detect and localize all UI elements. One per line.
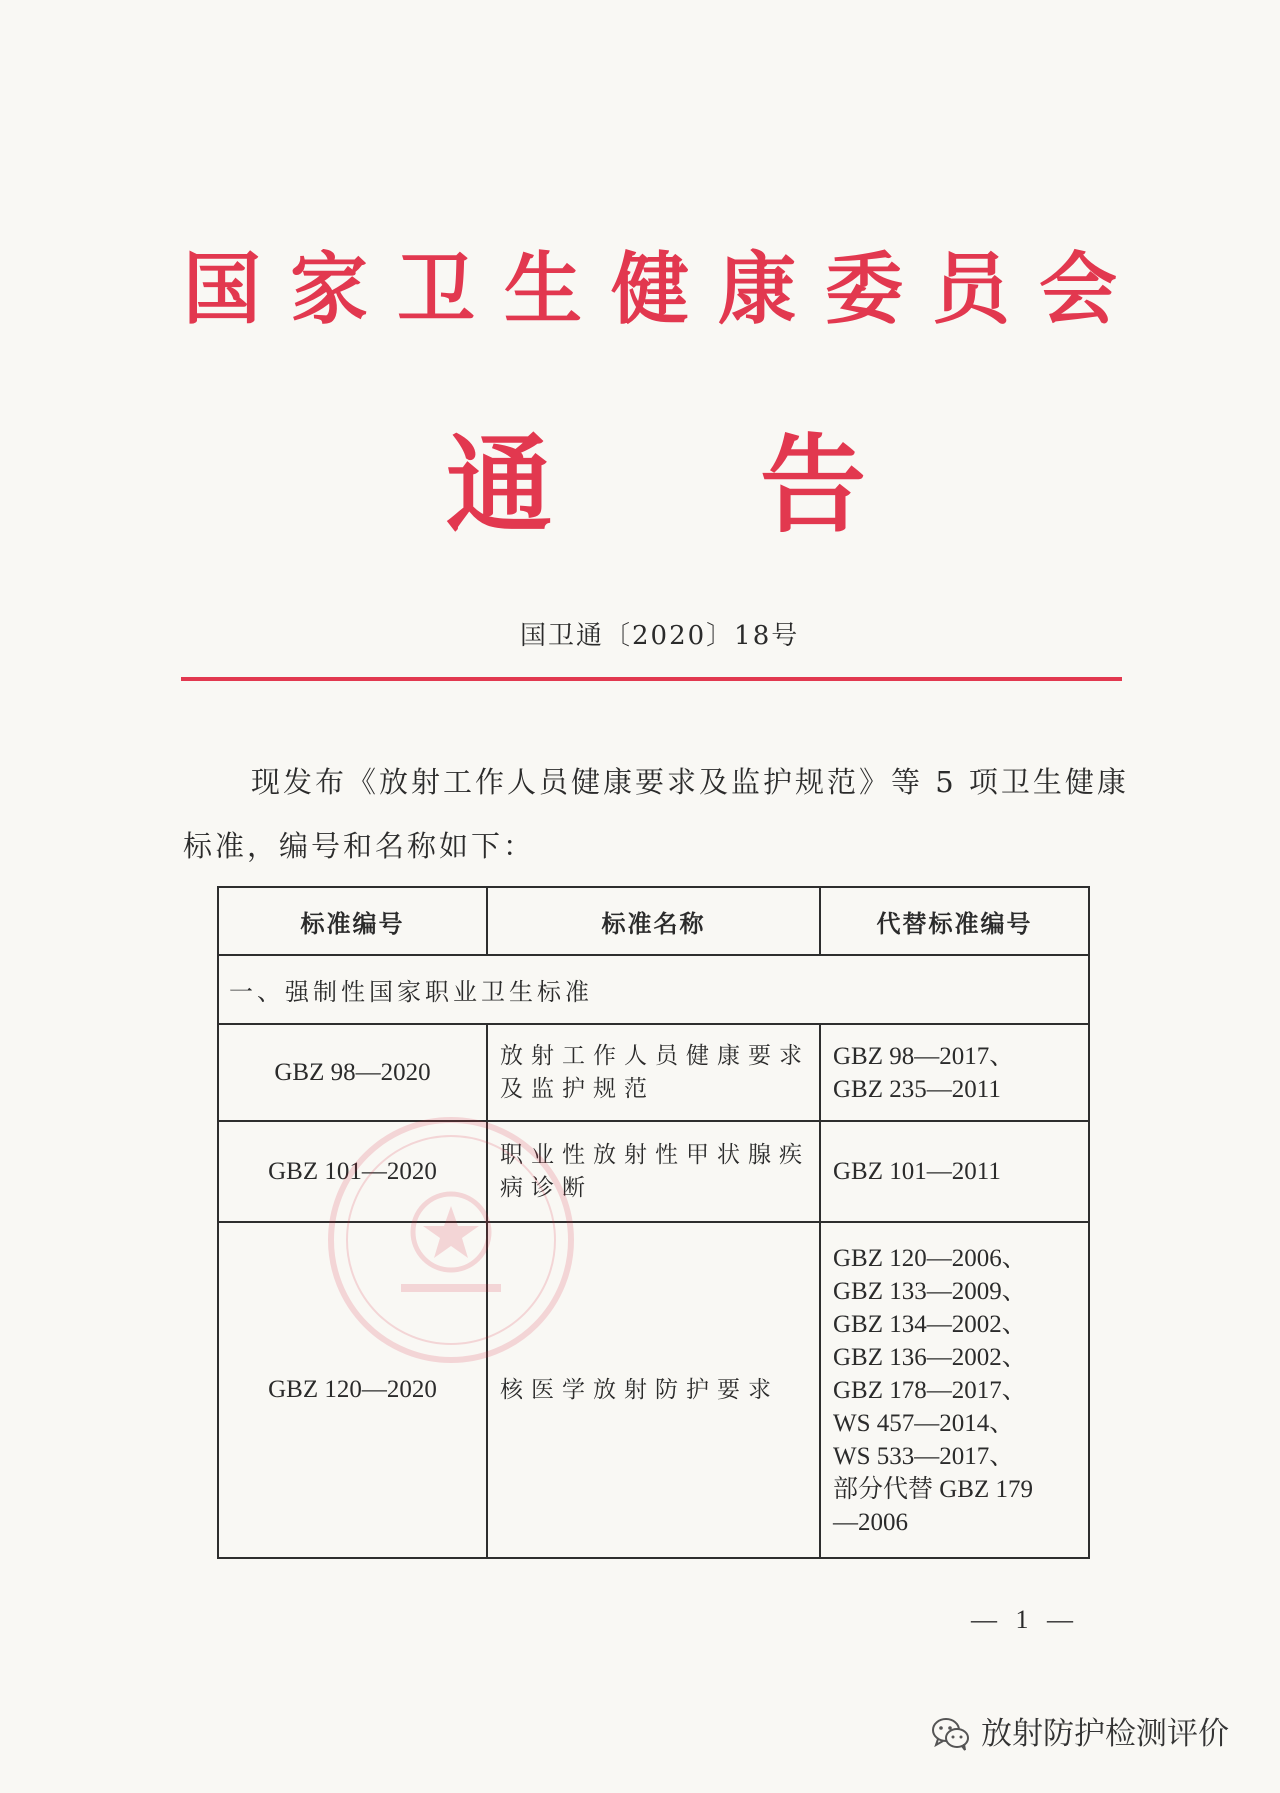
red-divider-line [181, 677, 1122, 681]
replaced-standard-line: GBZ 133—2009、 [833, 1277, 1027, 1305]
replaced-standard-line: WS 533—2017、 [833, 1442, 1015, 1470]
section-title: 一、强制性国家职业卫生标准 [218, 955, 1089, 1024]
wechat-icon [931, 1716, 971, 1752]
standard-code: GBZ 101—2020 [218, 1121, 487, 1222]
replaced-standards [820, 1222, 1089, 1558]
replaced-standard-line: GBZ 178—2017、 [833, 1376, 1027, 1404]
standards-table [217, 886, 1090, 1559]
replaced-standard-line: GBZ 134—2002、 [833, 1310, 1027, 1338]
standard-name-line: 职业性放射性甲状腺疾 [500, 1141, 810, 1168]
table-row [218, 1121, 1089, 1222]
header-standard-name: 标准名称 [487, 887, 820, 955]
table-header-row [218, 887, 1089, 955]
standard-name-line: 病诊断 [500, 1174, 593, 1201]
table-row [218, 1024, 1089, 1121]
document-type-title: 通告 [446, 422, 1074, 547]
intro-paragraph-line: 现发布《放射工作人员健康要求及监护规范》等 5 项卫生健康 [251, 765, 1129, 799]
replaced-standard-line: GBZ 136—2002、 [833, 1343, 1027, 1371]
replaced-standards [820, 1024, 1089, 1121]
standard-name-line: 核医学放射防护要求 [500, 1376, 779, 1403]
header-standard-code: 标准编号 [218, 887, 487, 955]
agency-title: 国家卫生健康委员会 [183, 244, 1147, 335]
replaced-standard-line: 部分代替 GBZ 179 [833, 1475, 1034, 1503]
replaced-standard-line: GBZ 101—2011 [833, 1158, 1001, 1185]
watermark [931, 1714, 1229, 1754]
document-number: 国卫通〔2020〕18号 [520, 621, 800, 651]
replaced-standard-line: GBZ 235—2011 [833, 1075, 1001, 1103]
standard-name [487, 1121, 820, 1222]
replaced-standard-line: GBZ 98—2017、 [833, 1042, 1015, 1070]
replaced-standard-line: WS 457—2014、 [833, 1409, 1015, 1437]
standard-name-line: 放射工作人员健康要求 [500, 1042, 810, 1069]
replaced-standard-line: GBZ 120—2006、 [833, 1244, 1027, 1272]
standard-code: GBZ 98—2020 [218, 1024, 487, 1121]
replaced-standards [820, 1121, 1089, 1222]
standard-name-line: 及监护规范 [500, 1075, 655, 1102]
section-row [218, 955, 1089, 1024]
standard-code: GBZ 120—2020 [218, 1222, 487, 1558]
table-row [218, 1222, 1089, 1558]
standard-name [487, 1024, 820, 1121]
header-replaced-code: 代替标准编号 [820, 887, 1089, 955]
page-number: — 1 — [971, 1605, 1079, 1634]
replaced-standard-line: —2006 [833, 1508, 908, 1536]
intro-paragraph-line: 标准，编号和名称如下： [183, 829, 536, 863]
watermark-text: 放射防护检测评价 [981, 1716, 1229, 1752]
standard-name [487, 1222, 820, 1558]
